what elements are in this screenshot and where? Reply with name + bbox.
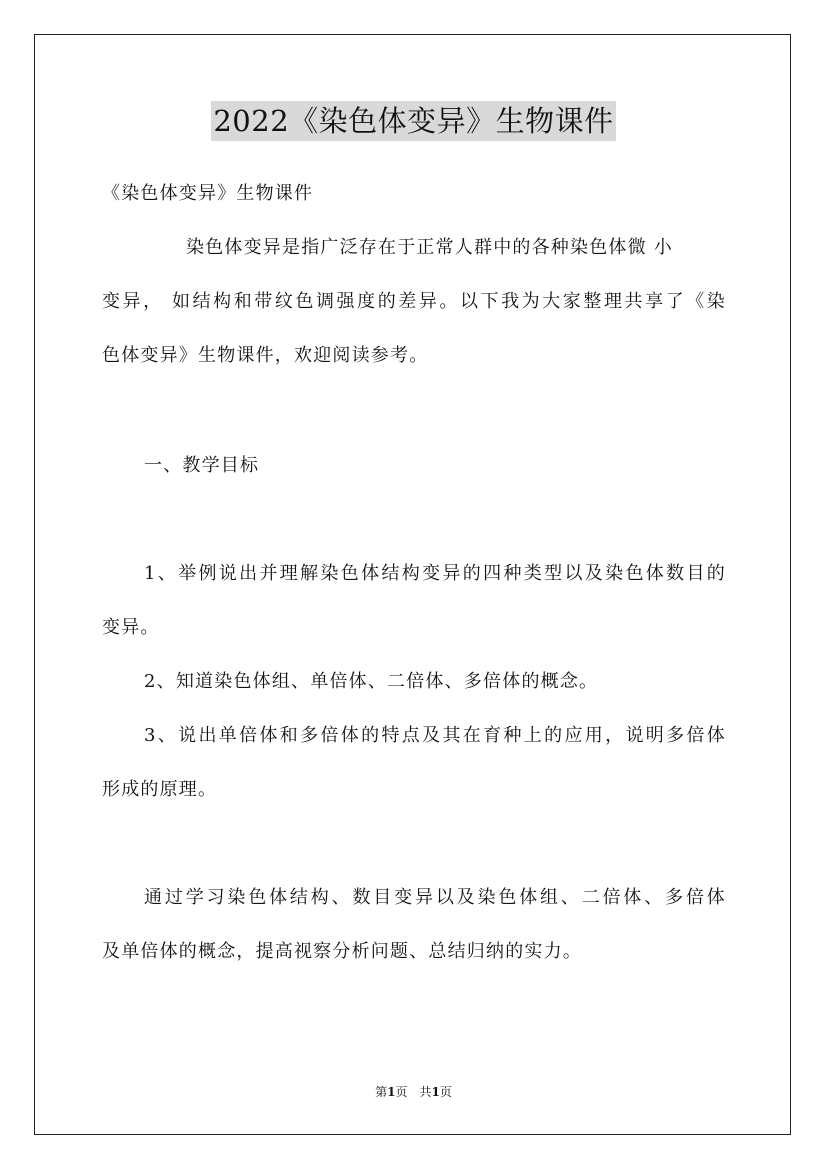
section-heading-teaching-goals: 一、教学目标 — [144, 455, 260, 476]
goal-1-line-1: 1、举例说出并理解染色体结构变异的四种类型以及染色体数目的 — [144, 563, 726, 584]
document-title: 2022《染色体变异》生物课件 — [211, 101, 615, 141]
ability-line-1: 通过学习染色体结构、数目变异以及染色体组、二倍体、多倍体 — [144, 887, 726, 908]
intro-line-2: 变异， 如结构和带纹色调强度的差异。以下我为大家整理共享了《染 — [102, 291, 726, 312]
ability-line-2: 及单倍体的概念，提高视察分析问题、总结归纳的实力。 — [102, 941, 582, 962]
goal-3-line-2: 形成的原理。 — [102, 779, 218, 800]
goal-1-line-2: 变异。 — [102, 617, 160, 638]
intro-line-1: 染色体变异是指广泛存在于正常人群中的各种染色体微 小 — [186, 237, 673, 258]
goal-2: 2、知道染色体组、单倍体、二倍体、多倍体的概念。 — [144, 671, 599, 692]
footer-suffix: 页 — [439, 1085, 452, 1099]
intro-line-3: 色体变异》生物课件，欢迎阅读参考。 — [102, 345, 429, 366]
title-container — [0, 101, 827, 141]
goal-3-line-1: 3、说出单倍体和多倍体的特点及其在育种上的应用，说明多倍体 — [144, 725, 726, 746]
page-footer — [0, 1084, 827, 1100]
footer-page-total: 1 — [431, 1085, 440, 1099]
footer-page-number: 1 — [387, 1085, 396, 1099]
document-subtitle: 《染色体变异》生物课件 — [102, 183, 314, 204]
footer-prefix: 第 — [375, 1085, 388, 1099]
footer-mid: 页 共 — [395, 1085, 432, 1099]
